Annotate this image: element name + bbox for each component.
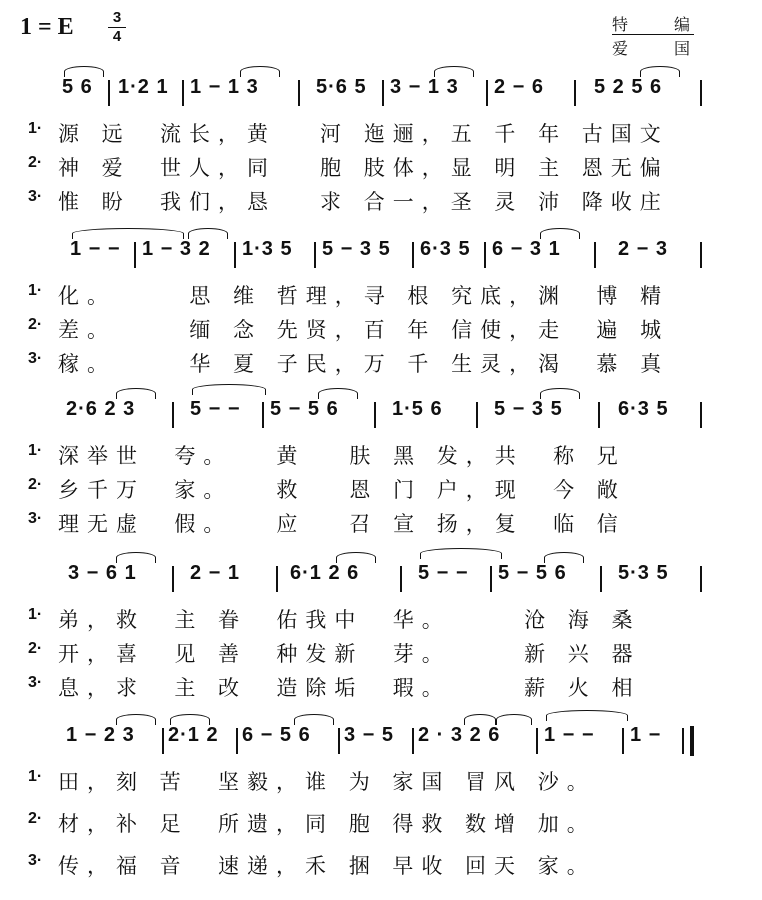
slur	[544, 552, 584, 563]
lyric-text: 开，喜 见 善 种发新 芽。 新 兴 器	[58, 642, 641, 666]
measure-notes: 5·6 5	[316, 76, 367, 98]
lyric-text: 田，刻 苦 坚毅，谁 为 家国 冒风 沙。	[58, 770, 596, 794]
lyric-line	[0, 672, 762, 702]
bar-line	[412, 728, 414, 754]
slur	[546, 710, 628, 721]
lyric-line	[0, 850, 762, 880]
measure-notes: 1·5 6	[392, 398, 443, 420]
measure-notes: 5·3 5	[618, 562, 669, 584]
lyric-line	[0, 474, 762, 504]
slur	[72, 228, 184, 239]
verse-number: 2·	[28, 476, 43, 493]
slur	[434, 66, 474, 77]
lyric-text: 化。 思 维 哲理，寻 根 究底，渊 博 精	[58, 284, 670, 308]
measure-notes: 6·3 5	[618, 398, 669, 420]
lyric-text: 息，求 主 改 造除垢 瑕。 薪 火 相	[58, 676, 641, 700]
verse-number: 1·	[28, 282, 43, 299]
measure-notes: 5 − 5 6	[270, 398, 339, 420]
slur	[336, 552, 376, 563]
verse-number: 3·	[28, 852, 43, 869]
lyric-line	[0, 186, 762, 216]
bar-line	[134, 242, 136, 268]
measure-notes: 3 − 6 1	[68, 562, 137, 584]
slur	[318, 388, 358, 399]
bar-line	[298, 80, 300, 106]
lyric-line	[0, 314, 762, 344]
credit-char: 特	[612, 15, 629, 34]
measure-notes: 1 −	[630, 724, 662, 746]
measure-notes: 6 − 3 1	[492, 238, 561, 260]
measure-notes: 1 − 2 3	[66, 724, 135, 746]
lyric-line	[0, 604, 762, 634]
measure-notes: 5 − 5 6	[498, 562, 567, 584]
bar-line	[574, 80, 576, 106]
bar-line	[476, 402, 478, 428]
bar-line	[486, 80, 488, 106]
music-row-1	[0, 76, 762, 108]
slur	[170, 714, 210, 725]
lyric-line	[0, 808, 762, 838]
bar-line	[338, 728, 340, 754]
lyric-text: 弟，救 主 眷 佑我中 华。 沧 海 桑	[58, 608, 641, 632]
measure-notes: 3 − 5	[344, 724, 395, 746]
credit-char: 爱	[612, 39, 629, 58]
verse-number: 2·	[28, 640, 43, 657]
measure-notes: 2 · 3 2 6	[418, 724, 501, 746]
measure-notes: 5 6	[62, 76, 93, 98]
lyric-text: 差。 缅 念 先贤，百 年 信使，走 遍 城	[58, 318, 670, 342]
measure-notes: 1 − −	[70, 238, 121, 260]
slur	[496, 714, 532, 725]
verse-number: 3·	[28, 188, 43, 205]
bar-line	[700, 402, 702, 428]
slur	[116, 388, 156, 399]
credit-divider	[612, 34, 694, 35]
measure-notes: 5 − 3 5	[494, 398, 563, 420]
bar-line	[700, 80, 702, 106]
measure-notes: 5 − 3 5	[322, 238, 391, 260]
measure-notes: 5 2 5 6	[594, 76, 663, 98]
bar-line	[400, 566, 402, 592]
lyric-text: 传，福 音 速递，禾 捆 早收 回天 家。	[58, 854, 596, 878]
measure-notes: 6·3 5	[420, 238, 471, 260]
lyric-text: 乡千万 家。 救 恩 门 户，现 今 敞	[58, 478, 626, 502]
key-signature: 1 = E	[20, 14, 74, 40]
verse-number: 2·	[28, 810, 43, 827]
credit-char: 编	[674, 15, 691, 34]
measure-notes: 2·1 2	[168, 724, 219, 746]
measure-notes: 5 − −	[418, 562, 469, 584]
lyric-line	[0, 152, 762, 182]
lyric-text: 源 远 流长，黄 河 迤逦，五 千 年 古国文	[58, 122, 669, 146]
verse-number: 1·	[28, 768, 43, 785]
measure-notes: 6 − 5 6	[242, 724, 311, 746]
measure-notes: 5 − −	[190, 398, 241, 420]
verse-number: 1·	[28, 606, 43, 623]
slur	[192, 384, 266, 395]
lyric-line	[0, 508, 762, 538]
bar-line	[594, 242, 596, 268]
final-bar-line-thick	[690, 726, 694, 756]
measure-notes: 1 − 3 2	[142, 238, 211, 260]
bar-line	[536, 728, 538, 754]
measure-notes: 1·2 1	[118, 76, 169, 98]
verse-number: 3·	[28, 510, 43, 527]
time-signature	[108, 10, 126, 45]
measure-notes: 2 − 3	[618, 238, 669, 260]
verse-number: 3·	[28, 350, 43, 367]
lyric-line	[0, 118, 762, 148]
lyric-text: 理无虚 假。 应 召 宣 扬，复 临 信	[58, 512, 626, 536]
bar-line	[700, 242, 702, 268]
bar-line	[276, 566, 278, 592]
bar-line	[412, 242, 414, 268]
lyric-text: 深举世 夸。 黄 肤 黑 发，共 称 兄	[58, 444, 626, 468]
lyric-text: 稼。 华 夏 子民，万 千 生灵，渴 慕 真	[58, 352, 670, 376]
bar-line	[234, 242, 236, 268]
measure-notes: 2 − 1	[190, 562, 241, 584]
final-bar-line-thin	[682, 728, 684, 754]
slur	[294, 714, 334, 725]
measure-notes: 1 − 1 3	[190, 76, 259, 98]
measure-notes: 6·1 2 6	[290, 562, 360, 584]
bar-line	[484, 242, 486, 268]
meter-bottom: 4	[112, 28, 122, 45]
slur	[540, 228, 580, 239]
lyric-text: 材，补 足 所遗，同 胞 得救 数增 加。	[58, 812, 596, 836]
credit-char: 国	[674, 39, 691, 58]
bar-line	[600, 566, 602, 592]
bar-line	[172, 566, 174, 592]
verse-number: 2·	[28, 154, 43, 171]
bar-line	[598, 402, 600, 428]
music-row-5	[0, 724, 762, 756]
bar-line	[700, 566, 702, 592]
lyric-line	[0, 638, 762, 668]
lyric-text: 惟 盼 我们，恳 求 合一，圣 灵 沛 降收庄	[58, 190, 669, 214]
bar-line	[314, 242, 316, 268]
bar-line	[374, 402, 376, 428]
slur	[540, 388, 580, 399]
lyric-line	[0, 280, 762, 310]
bar-line	[172, 402, 174, 428]
verse-number: 2·	[28, 316, 43, 333]
bar-line	[382, 80, 384, 106]
slur	[640, 66, 680, 77]
verse-number: 1·	[28, 442, 43, 459]
slur	[188, 228, 228, 239]
bar-line	[236, 728, 238, 754]
music-row-2	[0, 238, 762, 270]
measure-notes: 2 − 6	[494, 76, 545, 98]
measure-notes: 1 − −	[544, 724, 595, 746]
measure-notes: 1·3 5	[242, 238, 293, 260]
slur	[116, 714, 156, 725]
slur	[240, 66, 280, 77]
slur	[64, 66, 104, 77]
bar-line	[490, 566, 492, 592]
lyric-line	[0, 348, 762, 378]
meter-top: 3	[112, 9, 122, 26]
bar-line	[108, 80, 110, 106]
verse-number: 1·	[28, 120, 43, 137]
slur	[464, 714, 496, 725]
lyric-text: 神 爱 世人，同 胞 肢体，显 明 主 恩无偏	[58, 156, 669, 180]
lyric-line	[0, 766, 762, 796]
bar-line	[162, 728, 164, 754]
bar-line	[622, 728, 624, 754]
music-row-3	[0, 398, 762, 430]
slur	[116, 552, 156, 563]
verse-number: 3·	[28, 674, 43, 691]
slur	[420, 548, 502, 559]
bar-line	[262, 402, 264, 428]
measure-notes: 2·6 2 3	[66, 398, 136, 420]
measure-notes: 3 − 1 3	[390, 76, 459, 98]
lyric-line	[0, 440, 762, 470]
music-row-4	[0, 562, 762, 594]
bar-line	[182, 80, 184, 106]
